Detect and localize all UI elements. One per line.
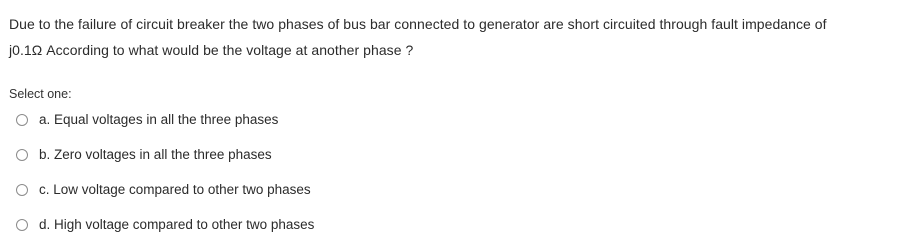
- option-b-label: b. Zero voltages in all the three phases: [39, 147, 272, 162]
- radio-button-d[interactable]: [16, 219, 28, 231]
- option-c[interactable]: [16, 179, 311, 201]
- radio-button-a[interactable]: [16, 114, 28, 126]
- option-c-label: c. Low voltage compared to other two phases: [39, 182, 311, 197]
- question-text-line-1: Due to the failure of circuit breaker the two phases of bus bar connected to generator are short circuited through fault impedance of: [9, 16, 827, 32]
- option-a-label: a. Equal voltages in all the three phases: [39, 112, 279, 127]
- option-d[interactable]: [16, 214, 314, 236]
- radio-button-b[interactable]: [16, 149, 28, 161]
- select-one-prompt: Select one:: [9, 87, 72, 101]
- question-text-line-2: j0.1Ω According to what would be the voltage at another phase ?: [9, 42, 414, 58]
- question-text: [9, 11, 909, 63]
- option-b[interactable]: [16, 144, 272, 166]
- option-d-label: d. High voltage compared to other two phases: [39, 217, 315, 232]
- radio-button-c[interactable]: [16, 184, 28, 196]
- option-a[interactable]: [16, 109, 278, 131]
